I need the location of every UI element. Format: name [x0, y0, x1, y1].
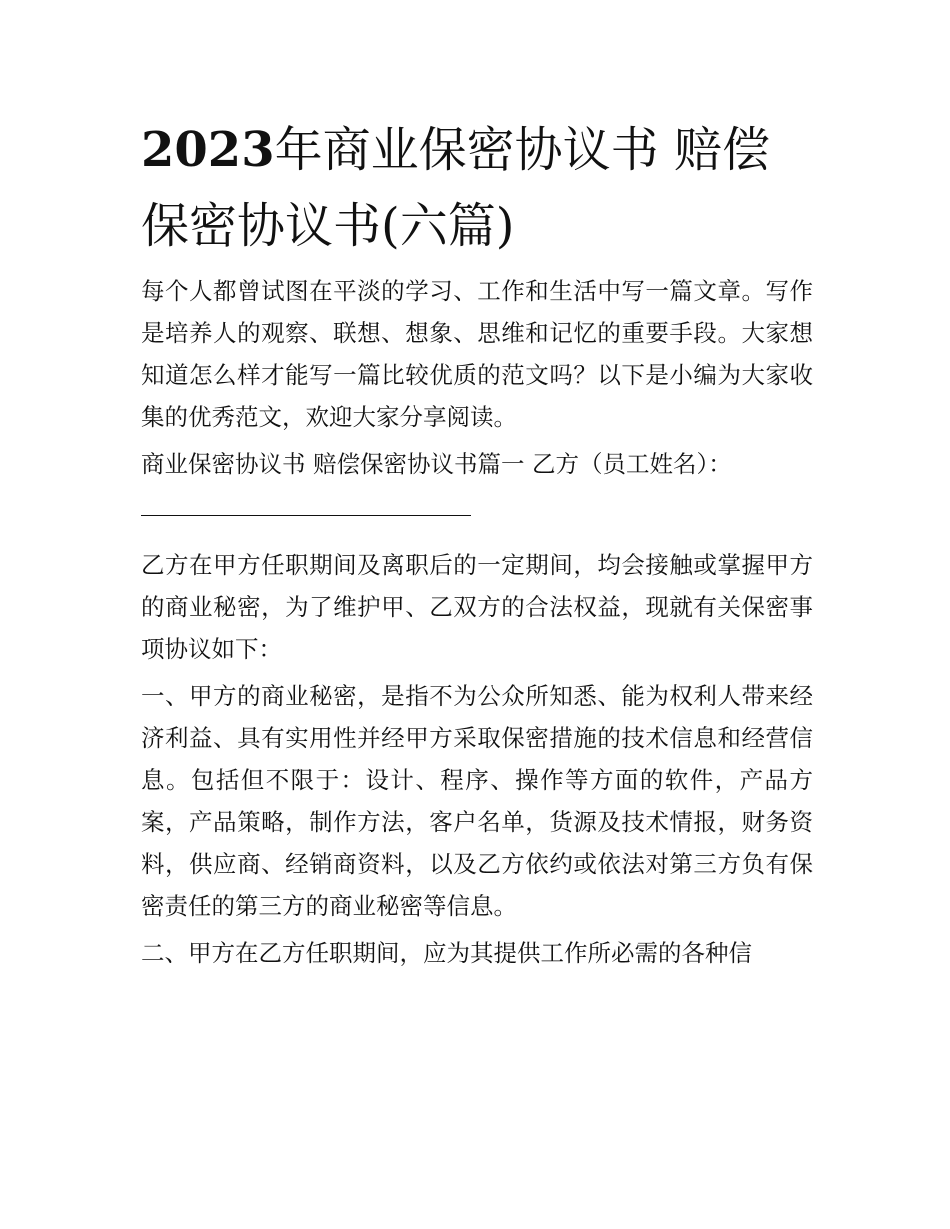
body-paragraph-3: 二、甲方在乙方任职期间，应为其提供工作所必需的各种信 — [141, 939, 752, 967]
body-paragraph-1: 乙方在甲方任职期间及离职后的一定期间，均会接触或掌握甲方的商业秘密，为了维护甲、乙双方的合法权益，现就有关保密事项协议如下： — [141, 551, 813, 663]
section-heading: 商业保密协议书 赔偿保密协议书篇一 乙方（员工姓名）： — [141, 450, 732, 478]
document-page — [141, 112, 813, 974]
name-blank-line — [141, 515, 471, 516]
title-text: 年商业保密协议书 赔偿保密协议书(六篇) — [141, 122, 770, 254]
intro-paragraph: 每个人都曾试图在平淡的学习、工作和生活中写一篇文章。写作是培养人的观察、联想、想象、思维和记忆的重要手段。大家想知道怎么样才能写一篇比较优质的范文吗？以下是小编为大家收集的优秀范文，欢迎大家分享阅读。 — [141, 277, 813, 431]
title-year: 2023 — [141, 122, 275, 178]
document-title — [141, 112, 813, 264]
body-paragraph-2: 一、甲方的商业秘密，是指不为公众所知悉、能为权利人带来经济利益、具有实用性并经甲方采取保密措施的技术信息和经营信息。包括但不限于：设计、程序、操作等方面的软件，产品方案，产品策略，制作方法，客户名单，货源及技术情报，财务资料，供应商、经销商资料，以及乙方依约或依法对第三方负有保密责任的第三方的商业秘密等信息。 — [141, 682, 813, 920]
